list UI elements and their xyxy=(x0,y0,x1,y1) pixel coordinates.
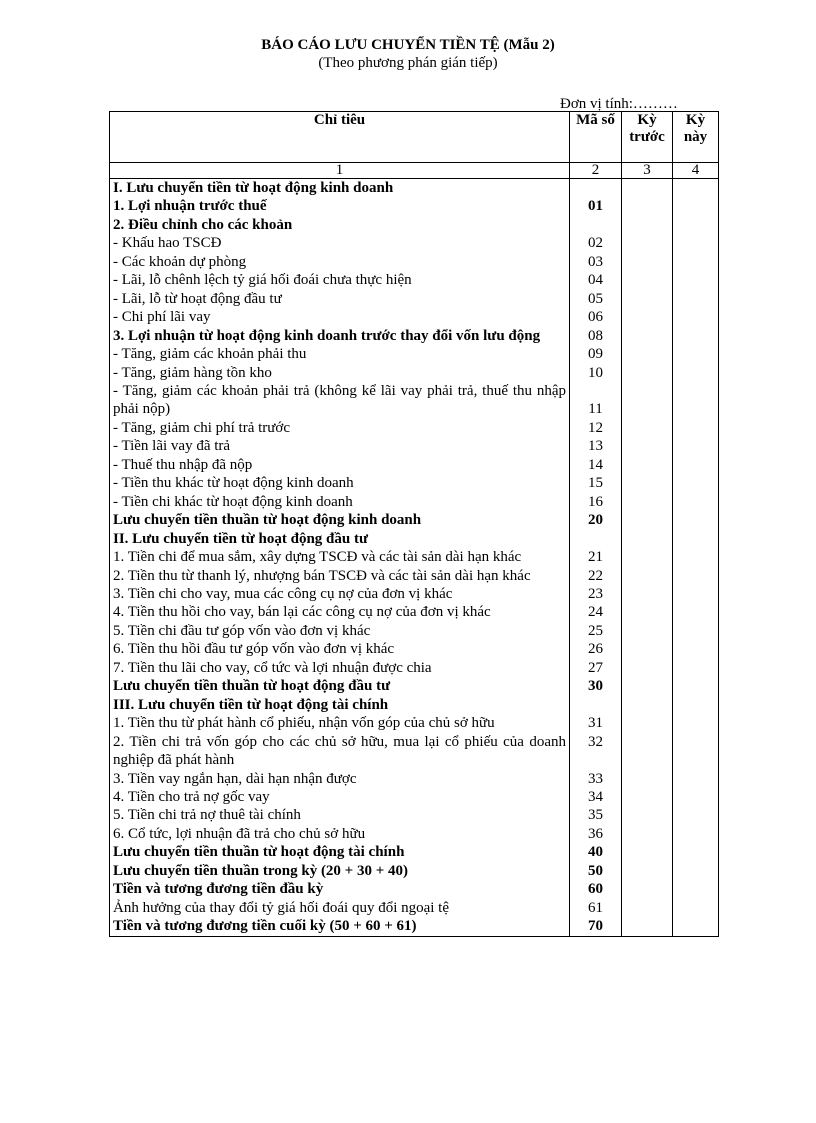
current-period-cell xyxy=(673,806,719,824)
current-period-cell xyxy=(673,585,719,603)
row-code: 22 xyxy=(570,567,622,585)
previous-period-cell xyxy=(622,253,673,271)
table-row xyxy=(110,290,719,308)
current-period-cell xyxy=(673,345,719,363)
table-row xyxy=(110,345,719,363)
row-code: 13 xyxy=(570,437,622,455)
row-label: Tiền và tương đương tiền cuối kỳ (50 + 60 + 61) xyxy=(110,917,570,936)
current-period-cell xyxy=(673,880,719,898)
previous-period-cell xyxy=(622,603,673,621)
row-label: 6. Cổ tức, lợi nhuận đã trả cho chủ sở hữu xyxy=(110,825,570,843)
row-code: 35 xyxy=(570,806,622,824)
current-period-cell xyxy=(673,234,719,252)
row-label: 4. Tiền thu hồi cho vay, bán lại các công cụ nợ của đơn vị khác xyxy=(110,603,570,621)
table-row xyxy=(110,677,719,695)
current-period-cell xyxy=(673,437,719,455)
row-code: 33 xyxy=(570,770,622,788)
table-row xyxy=(110,308,719,326)
row-code: 02 xyxy=(570,234,622,252)
previous-period-cell xyxy=(622,622,673,640)
row-label: - Tiền thu khác từ hoạt động kinh doanh xyxy=(110,474,570,492)
row-code: 40 xyxy=(570,843,622,861)
current-period-cell xyxy=(673,474,719,492)
row-code: 10 xyxy=(570,364,622,382)
row-code xyxy=(570,530,622,548)
table-row xyxy=(110,862,719,880)
row-label: 5. Tiền chi trả nợ thuê tài chính xyxy=(110,806,570,824)
row-code: 61 xyxy=(570,899,622,917)
table-row xyxy=(110,216,719,234)
table-row xyxy=(110,770,719,788)
current-period-cell xyxy=(673,825,719,843)
row-label: Lưu chuyển tiền thuần trong kỳ (20 + 30 + 40) xyxy=(110,862,570,880)
previous-period-cell xyxy=(622,696,673,714)
row-code: 24 xyxy=(570,603,622,621)
row-label: - Chi phí lãi vay xyxy=(110,308,570,326)
previous-period-cell xyxy=(622,640,673,658)
row-label: 2. Điều chỉnh cho các khoản xyxy=(110,216,570,234)
table-row xyxy=(110,419,719,437)
current-period-cell xyxy=(673,843,719,861)
row-label: - Tăng, giảm các khoản phải thu xyxy=(110,345,570,363)
table-row xyxy=(110,899,719,917)
row-code: 50 xyxy=(570,862,622,880)
row-label: I. Lưu chuyển tiền từ hoạt động kinh doanh xyxy=(110,179,570,198)
row-code: 11 xyxy=(570,382,622,419)
table-row xyxy=(110,880,719,898)
table-row xyxy=(110,474,719,492)
table-row xyxy=(110,327,719,345)
current-period-cell xyxy=(673,714,719,732)
table-row xyxy=(110,603,719,621)
row-code: 60 xyxy=(570,880,622,898)
current-period-cell xyxy=(673,733,719,770)
row-label: 4. Tiền cho trả nợ gốc vay xyxy=(110,788,570,806)
table-row xyxy=(110,806,719,824)
current-period-cell xyxy=(673,216,719,234)
current-period-cell xyxy=(673,899,719,917)
row-code xyxy=(570,216,622,234)
previous-period-cell xyxy=(622,474,673,492)
table-row xyxy=(110,843,719,861)
row-code: 08 xyxy=(570,327,622,345)
previous-period-cell xyxy=(622,659,673,677)
row-code: 04 xyxy=(570,271,622,289)
row-code: 16 xyxy=(570,493,622,511)
column-number: 3 xyxy=(622,163,673,179)
current-period-cell xyxy=(673,511,719,529)
report-title: BÁO CÁO LƯU CHUYỂN TIỀN TỆ (Mẫu 2) xyxy=(261,37,555,53)
previous-period-cell xyxy=(622,585,673,603)
previous-period-cell xyxy=(622,770,673,788)
previous-period-cell xyxy=(622,843,673,861)
table-row xyxy=(110,179,719,198)
current-period-cell xyxy=(673,456,719,474)
table-row xyxy=(110,640,719,658)
row-code: 09 xyxy=(570,345,622,363)
table-row xyxy=(110,548,719,566)
previous-period-cell xyxy=(622,714,673,732)
table-row xyxy=(110,456,719,474)
row-code: 30 xyxy=(570,677,622,695)
current-period-cell xyxy=(673,548,719,566)
row-label: - Tiền chi khác từ hoạt động kinh doanh xyxy=(110,493,570,511)
row-label: Ảnh hưởng của thay đổi tỷ giá hối đoái quy đổi ngoại tệ xyxy=(110,899,570,917)
current-period-cell xyxy=(673,419,719,437)
current-period-cell xyxy=(673,327,719,345)
previous-period-cell xyxy=(622,197,673,215)
previous-period-cell xyxy=(622,880,673,898)
row-label: 1. Lợi nhuận trước thuế xyxy=(110,197,570,215)
current-period-cell xyxy=(673,696,719,714)
previous-period-cell xyxy=(622,345,673,363)
row-label: 7. Tiền thu lãi cho vay, cổ tức và lợi nhuận được chia xyxy=(110,659,570,677)
col-header-previous: Kỳ trước xyxy=(622,112,673,163)
previous-period-cell xyxy=(622,917,673,936)
row-label: Lưu chuyển tiền thuần từ hoạt động tài chính xyxy=(110,843,570,861)
row-code: 21 xyxy=(570,548,622,566)
current-period-cell xyxy=(673,197,719,215)
row-code xyxy=(570,179,622,198)
previous-period-cell xyxy=(622,825,673,843)
current-period-cell xyxy=(673,493,719,511)
row-code: 23 xyxy=(570,585,622,603)
row-label: - Lãi, lỗ từ hoạt động đầu tư xyxy=(110,290,570,308)
previous-period-cell xyxy=(622,806,673,824)
previous-period-cell xyxy=(622,567,673,585)
row-label: Lưu chuyển tiền thuần từ hoạt động đầu tư xyxy=(110,677,570,695)
row-code: 05 xyxy=(570,290,622,308)
table-row xyxy=(110,271,719,289)
previous-period-cell xyxy=(622,419,673,437)
row-label: 2. Tiền chi trả vốn góp cho các chủ sở hữu, mua lại cổ phiếu của doanh nghiệp đã phát hành xyxy=(110,733,570,770)
current-period-cell xyxy=(673,271,719,289)
current-period-cell xyxy=(673,862,719,880)
row-code: 12 xyxy=(570,419,622,437)
header-row xyxy=(110,112,719,163)
row-label: 3. Lợi nhuận từ hoạt động kinh doanh trước thay đổi vốn lưu động xyxy=(110,327,570,345)
table-row xyxy=(110,567,719,585)
current-period-cell xyxy=(673,659,719,677)
table-row xyxy=(110,253,719,271)
col-header-code: Mã số xyxy=(570,112,622,163)
row-label: 1. Tiền chi để mua sắm, xây dựng TSCĐ và các tài sản dài hạn khác xyxy=(110,548,570,566)
previous-period-cell xyxy=(622,437,673,455)
row-code: 32 xyxy=(570,733,622,770)
cash-flow-table xyxy=(109,111,719,937)
unit-label: Đơn vị tính:……… xyxy=(560,96,678,112)
row-code: 27 xyxy=(570,659,622,677)
col-header-indicator: Chỉ tiêu xyxy=(110,112,570,163)
current-period-cell xyxy=(673,770,719,788)
row-code: 06 xyxy=(570,308,622,326)
table-row xyxy=(110,696,719,714)
previous-period-cell xyxy=(622,179,673,198)
previous-period-cell xyxy=(622,733,673,770)
row-label: 3. Tiền vay ngắn hạn, dài hạn nhận được xyxy=(110,770,570,788)
col-header-current: Kỳ này xyxy=(673,112,719,163)
previous-period-cell xyxy=(622,548,673,566)
previous-period-cell xyxy=(622,216,673,234)
table-row xyxy=(110,659,719,677)
row-label: Lưu chuyển tiền thuần từ hoạt động kinh doanh xyxy=(110,511,570,529)
table-row xyxy=(110,825,719,843)
previous-period-cell xyxy=(622,271,673,289)
row-code: 20 xyxy=(570,511,622,529)
current-period-cell xyxy=(673,530,719,548)
previous-period-cell xyxy=(622,862,673,880)
table-row xyxy=(110,733,719,770)
row-code: 31 xyxy=(570,714,622,732)
row-label: II. Lưu chuyển tiền từ hoạt động đầu tư xyxy=(110,530,570,548)
row-label: - Tăng, giảm hàng tồn kho xyxy=(110,364,570,382)
row-code xyxy=(570,696,622,714)
report-subtitle: (Theo phương phán gián tiếp) xyxy=(318,55,498,71)
current-period-cell xyxy=(673,622,719,640)
table-row xyxy=(110,511,719,529)
row-code: 01 xyxy=(570,197,622,215)
column-number: 2 xyxy=(570,163,622,179)
current-period-cell xyxy=(673,640,719,658)
table-row xyxy=(110,530,719,548)
previous-period-cell xyxy=(622,308,673,326)
table-row xyxy=(110,382,719,419)
current-period-cell xyxy=(673,567,719,585)
table-row xyxy=(110,917,719,936)
row-code: 25 xyxy=(570,622,622,640)
column-number: 1 xyxy=(110,163,570,179)
current-period-cell xyxy=(673,290,719,308)
previous-period-cell xyxy=(622,493,673,511)
table-row xyxy=(110,788,719,806)
row-label: - Khấu hao TSCĐ xyxy=(110,234,570,252)
previous-period-cell xyxy=(622,788,673,806)
row-code: 70 xyxy=(570,917,622,936)
row-code: 34 xyxy=(570,788,622,806)
current-period-cell xyxy=(673,788,719,806)
previous-period-cell xyxy=(622,290,673,308)
previous-period-cell xyxy=(622,677,673,695)
column-number: 4 xyxy=(673,163,719,179)
row-label: 2. Tiền thu từ thanh lý, nhượng bán TSCĐ và các tài sản dài hạn khác xyxy=(110,567,570,585)
table-row xyxy=(110,714,719,732)
table-row xyxy=(110,234,719,252)
row-label: 3. Tiền chi cho vay, mua các công cụ nợ của đơn vị khác xyxy=(110,585,570,603)
table-row xyxy=(110,197,719,215)
column-number-row xyxy=(110,163,719,179)
row-label: - Tiền lãi vay đã trả xyxy=(110,437,570,455)
table-row xyxy=(110,364,719,382)
table-row xyxy=(110,437,719,455)
row-label: 6. Tiền thu hồi đầu tư góp vốn vào đơn vị khác xyxy=(110,640,570,658)
current-period-cell xyxy=(673,382,719,419)
previous-period-cell xyxy=(622,456,673,474)
current-period-cell xyxy=(673,253,719,271)
previous-period-cell xyxy=(622,234,673,252)
current-period-cell xyxy=(673,364,719,382)
row-code: 36 xyxy=(570,825,622,843)
current-period-cell xyxy=(673,917,719,936)
current-period-cell xyxy=(673,308,719,326)
row-label: 1. Tiền thu từ phát hành cổ phiếu, nhận vốn góp của chủ sở hữu xyxy=(110,714,570,732)
previous-period-cell xyxy=(622,327,673,345)
row-label: - Các khoản dự phòng xyxy=(110,253,570,271)
current-period-cell xyxy=(673,677,719,695)
row-label: - Thuế thu nhập đã nộp xyxy=(110,456,570,474)
table-row xyxy=(110,585,719,603)
row-label: - Tăng, giảm các khoản phải trả (không kể lãi vay phải trả, thuế thu nhập phải nộp) xyxy=(110,382,570,419)
previous-period-cell xyxy=(622,899,673,917)
row-code: 15 xyxy=(570,474,622,492)
table-row xyxy=(110,493,719,511)
table-row xyxy=(110,622,719,640)
previous-period-cell xyxy=(622,530,673,548)
row-label: III. Lưu chuyển tiền từ hoạt động tài chính xyxy=(110,696,570,714)
row-code: 03 xyxy=(570,253,622,271)
current-period-cell xyxy=(673,179,719,198)
row-code: 14 xyxy=(570,456,622,474)
previous-period-cell xyxy=(622,511,673,529)
row-label: Tiền và tương đương tiền đầu kỳ xyxy=(110,880,570,898)
row-code: 26 xyxy=(570,640,622,658)
previous-period-cell xyxy=(622,382,673,419)
current-period-cell xyxy=(673,603,719,621)
previous-period-cell xyxy=(622,364,673,382)
row-label: - Lãi, lỗ chênh lệch tỷ giá hối đoái chưa thực hiện xyxy=(110,271,570,289)
row-label: - Tăng, giảm chi phí trả trước xyxy=(110,419,570,437)
row-label: 5. Tiền chi đầu tư góp vốn vào đơn vị khác xyxy=(110,622,570,640)
